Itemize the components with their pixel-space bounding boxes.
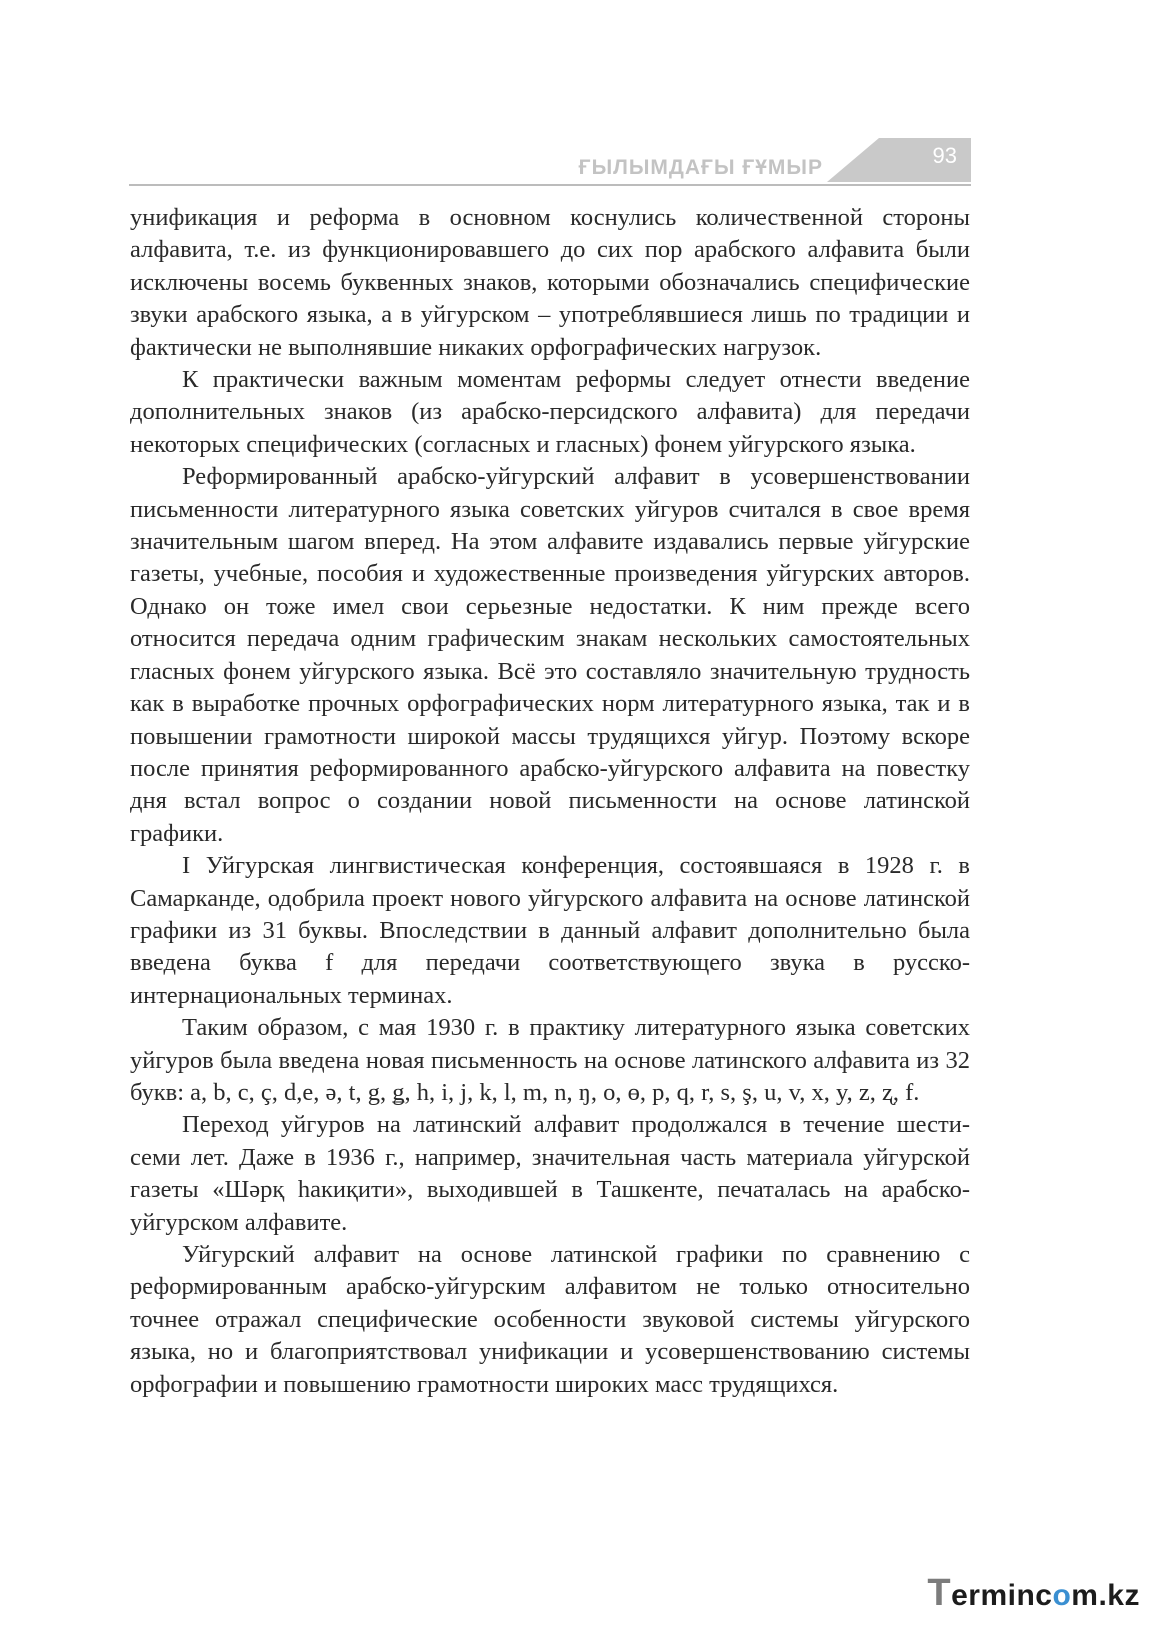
watermark-part1: erminc (951, 1579, 1053, 1612)
body-text (130, 202, 970, 1401)
paragraph-1: унификация и реформа в основном коснулись количественной стороны алфавита, т.е. из функционировавшего до сих пор арабского алфавита были исключены восемь буквенных знаков, которыми обозначались специфические звуки арабского языка, а в уйгурском – употреблявшиеся лишь по традиции и фактически не выполнявшие никаких орфографических нагрузок. (130, 204, 970, 361)
header-page-box (879, 138, 971, 182)
header-rule (129, 184, 971, 186)
paragraph-2: К практически важным моментам реформы следует отнести введение дополнительных знаков (из арабско-персидского алфавита) для передачи некоторых специфических (согласных и гласных) фонем уйгурского языка. (130, 366, 970, 458)
watermark-logo (927, 1572, 1140, 1615)
paragraph-4: I Уйгурская лингвистическая конференция, состоявшаяся в 1928 г. в Самарканде, одобрила проект нового уйгурского алфавита на основе латинской графики из 31 буквы. Впоследствии в данный алфавит дополнительно была введена буква f для передачи соответствующего звука в русско-интернациональных терминах. (130, 852, 970, 1009)
paragraph-3: Реформированный арабско-уйгурский алфавит в усовершенствовании письменности литературного языка советских уйгуров считался в свое время значительным шагом вперед. На этом алфавите издавались первые уйгурские газеты, учебные, пособия и художественные произведения уйгурских авторов. Однако он тоже имел свои серьезные недостатки. К ним прежде всего относится передача одним графическим знакам нескольких самостоятельных гласных фонем уйгурского языка. Всё это составляло значительную трудность как в выработке прочных орфографических норм литературного языка, так и в повышении грамотности широкой массы трудящихся уйгур. Поэтому вскоре после принятия реформированного арабско-уйгурского алфавита на повестку дня встал вопрос о создании новой письменности на основе латинской графики. (130, 463, 970, 847)
watermark-lead: T (927, 1572, 952, 1614)
paragraph-7: Уйгурский алфавит на основе латинской графики по сравнению с реформированным арабско-уйгурским алфавитом не только относительно точнее отражал специфические особенности звуковой системы уйгурского языка, но и благоприятствовал унификации и усовершенствованию системы орфографии и повышению грамотности широких масс трудящихся. (130, 1241, 970, 1398)
running-head (129, 138, 971, 188)
paragraph-5: Таким образом, с мая 1930 г. в практику литературного языка советских уйгуров была введена новая письменность на основе латинского алфавита из 32 букв: a, b, c, ç, d,e, ə, t, g, ǥ, h, i, j, k, l, m, n, ŋ, o, ɵ, p, q, r, s, ş, u, v, x, y, z, ʐ, f. (130, 1014, 970, 1106)
paragraph-6: Переход уйгуров на латинский алфавит продолжался в течение шести-семи лет. Даже в 1936 г., например, значительная часть материала уйгурской газеты «Шәрқ һакиқити», выходившей в Ташкенте, печаталась на арабско-уйгурском алфавите. (130, 1111, 970, 1236)
page-number: 93 (932, 143, 957, 168)
watermark-part2: m.kz (1071, 1579, 1140, 1612)
header-tab-wedge (827, 138, 879, 182)
running-head-title: ҒЫЛЫМДАҒЫ ҒҰМЫР (578, 156, 823, 179)
watermark-ring: o (1052, 1579, 1072, 1612)
